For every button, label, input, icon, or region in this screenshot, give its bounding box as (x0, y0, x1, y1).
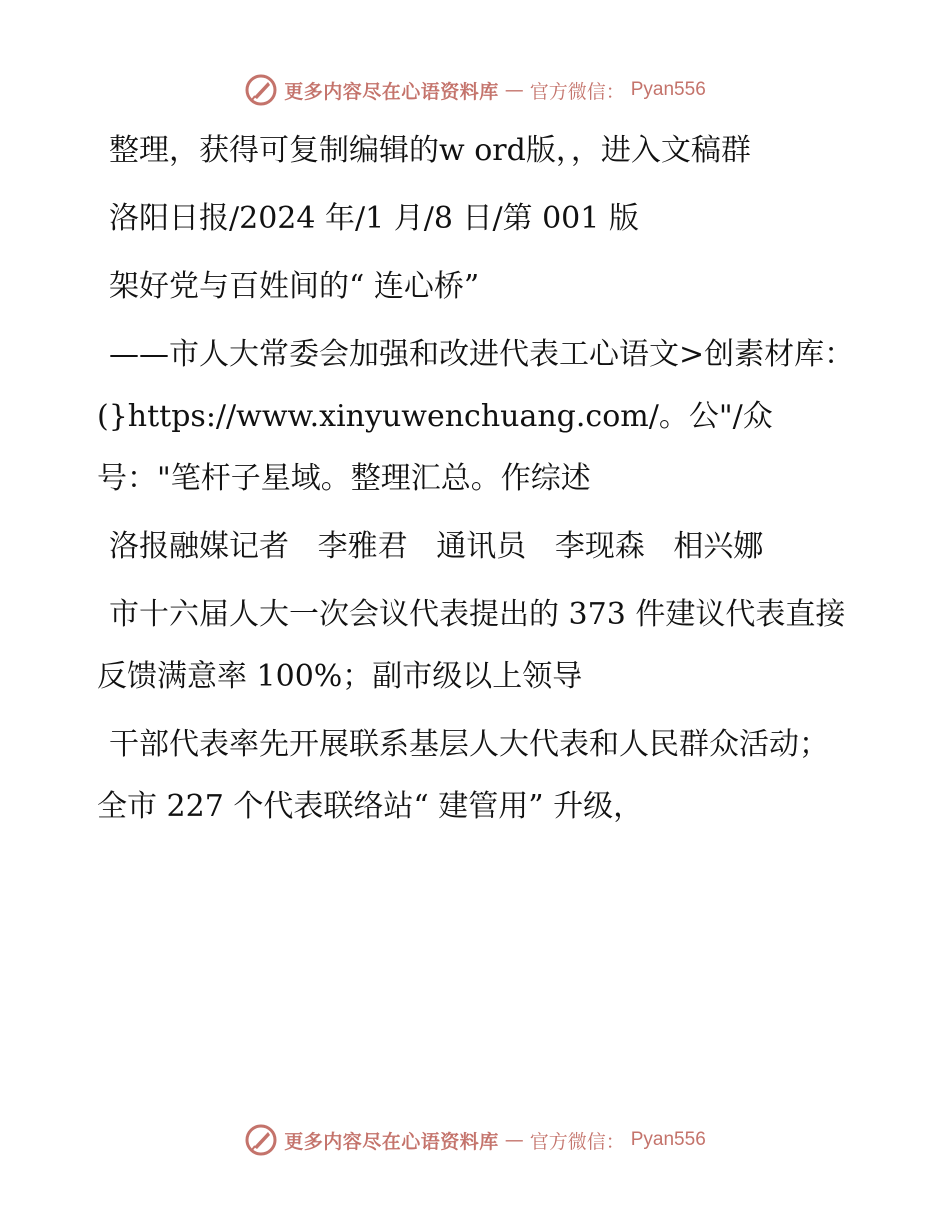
watermark-footer (0, 1120, 950, 1160)
paragraph-body-1: 市十六届人大一次会议代表提出的 373 件建议代表直接反馈满意率 100%；副市级以上领导 (97, 597, 846, 694)
watermark-text: 更多内容尽在心语资料库 (284, 80, 499, 103)
watermark-separator: — (504, 79, 524, 101)
paragraph-byline: 洛报融媒记者 李雅君 通讯员 李现森 相兴娜 (109, 529, 764, 564)
paragraph-source: 洛阳日报/2024 年/1 月/8 日/第 001 版 (109, 201, 639, 236)
document-body (97, 120, 857, 844)
quill-circle-logo-icon (244, 73, 278, 107)
quill-circle-logo-icon (244, 1123, 278, 1157)
watermark-wechat-label: 官方微信： (529, 80, 625, 103)
paragraph-subtitle: ——市人大常委会加强和改进代表工心语文>创素材库：(}https://www.xinyuwenchuang.com/。公"/众号："笔杆子星域。整理汇总。作综述 (97, 337, 855, 496)
paragraph-body-2: 干部代表率先开展联系基层人大代表和人民群众活动；全市 227 个代表联络站“ 建管用” 升级， (97, 727, 829, 824)
paragraph-intro: 整理，获得可复制编辑的w ord版，，进入文稿群 (109, 133, 751, 168)
watermark-text: 更多内容尽在心语资料库 (284, 1130, 499, 1153)
watermark-wechat-id: Pyan556 (630, 79, 706, 100)
paragraph-title: 架好党与百姓间的“ 连心桥” (109, 269, 480, 304)
watermark-separator: — (504, 1129, 524, 1151)
watermark-wechat-label: 官方微信： (529, 1130, 625, 1153)
watermark-wechat-id: Pyan556 (630, 1129, 706, 1150)
watermark-header (0, 70, 950, 110)
